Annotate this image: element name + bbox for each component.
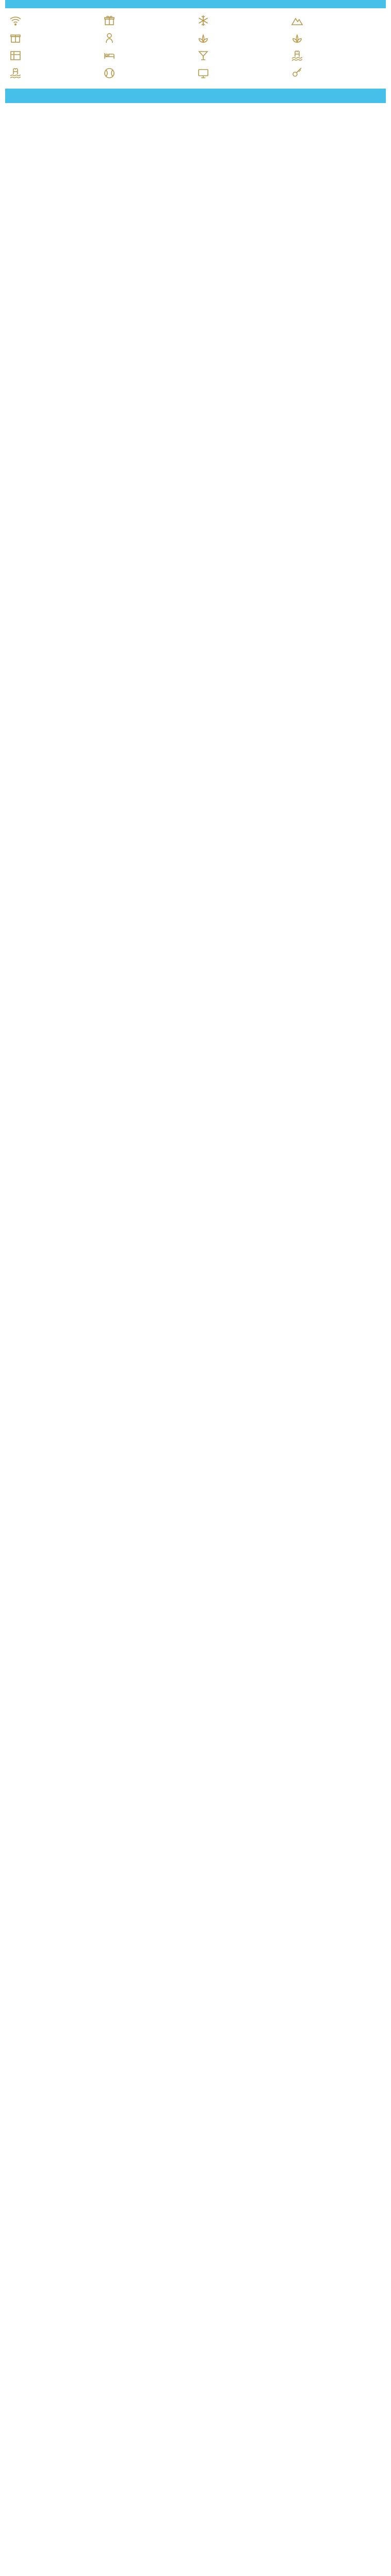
- amenity-item: [291, 49, 382, 62]
- amenity-item: [197, 67, 288, 79]
- amenity-item: [9, 67, 100, 79]
- amenity-item: [197, 32, 288, 44]
- snowflake-icon: [197, 14, 209, 27]
- amenity-item: [103, 14, 194, 27]
- amenities-title: [5, 0, 386, 8]
- amenity-item: [103, 49, 194, 62]
- tv-icon: [197, 67, 209, 79]
- page: [0, 0, 391, 103]
- amenity-item: [9, 14, 100, 27]
- amenity-item: [197, 14, 288, 27]
- mountain-icon: [291, 14, 303, 27]
- amenity-item: [103, 67, 194, 79]
- cocktail-icon: [197, 49, 209, 62]
- amenity-item: [103, 32, 194, 44]
- pool-icon: [291, 49, 303, 62]
- room-icon: [9, 49, 22, 62]
- bed-icon: [103, 49, 116, 62]
- key-icon: [291, 67, 303, 79]
- wifi-icon: [9, 14, 22, 27]
- description-title: [5, 89, 386, 103]
- amenity-item: [9, 49, 100, 62]
- amenity-item: [291, 32, 382, 44]
- pool-icon: [9, 67, 22, 79]
- tennis-icon: [103, 67, 116, 79]
- amenity-item: [291, 67, 382, 79]
- spa-icon: [291, 32, 303, 44]
- spa-icon: [197, 32, 209, 44]
- gift-icon: [103, 14, 116, 27]
- amenity-item: [291, 14, 382, 27]
- gift-icon: [9, 32, 22, 44]
- baby-icon: [103, 32, 116, 44]
- amenity-item: [197, 49, 288, 62]
- amenities-grid: [5, 12, 386, 89]
- amenity-item: [9, 32, 100, 44]
